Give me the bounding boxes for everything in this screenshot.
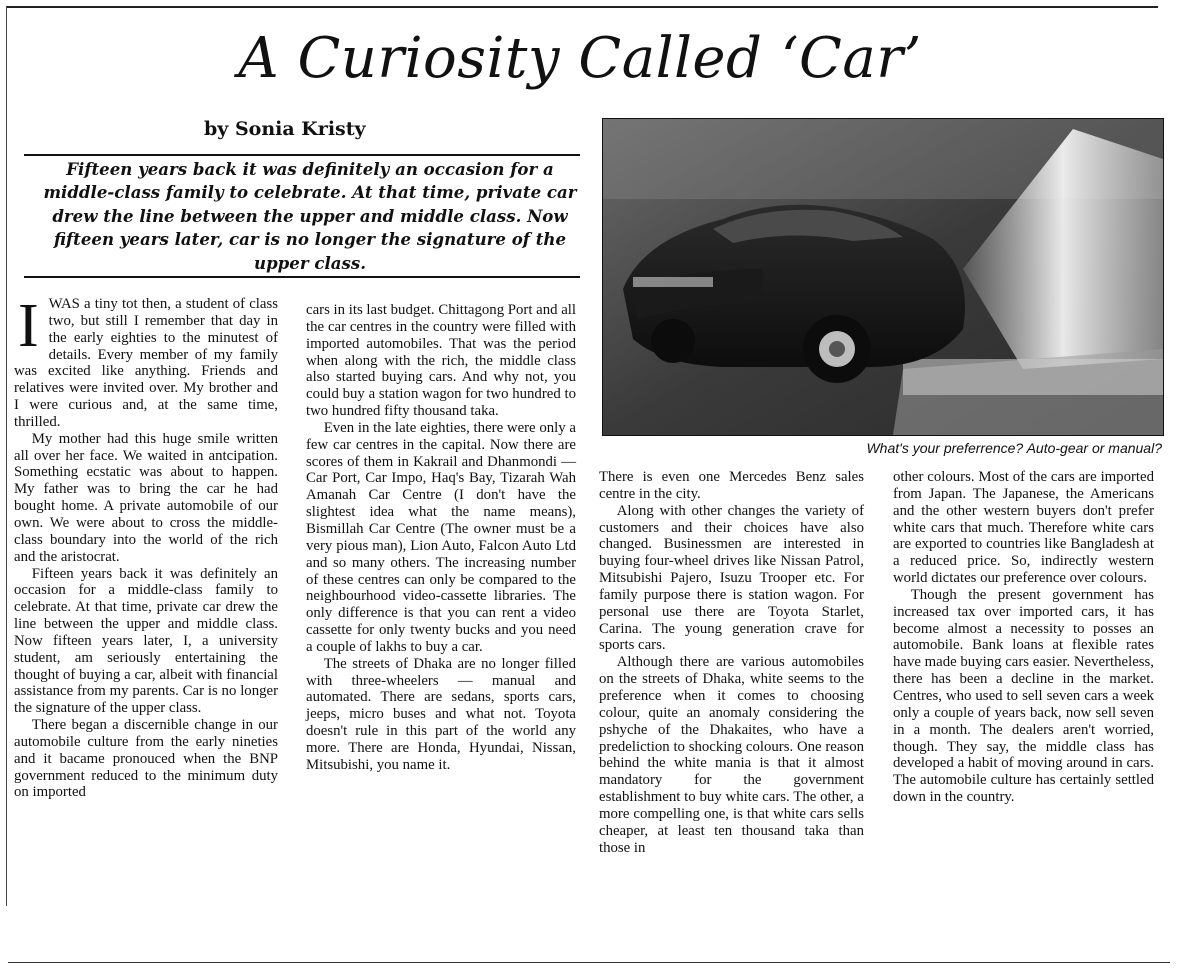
paragraph: My mother had this huge smile written all over her face. We waited in antcipation. Something ecstatic was about to happen. My father was to bring the car he had bought home. A private automobile of our own. We were about to cross the middle-class boundary into the world of the rich and the aristocrat. xyxy=(14,430,278,565)
paragraph: cars in its last budget. Chittagong Port and all the car centres in the country were filled with imported automobiles. That was the period when along with the rich, the middle class also started buying cars. And why not, you could buy a station wagon for two hundred to two hundred fifty thousand taka. xyxy=(306,302,577,420)
paragraph: There is even one Mercedes Benz sales centre in the city. xyxy=(599,469,864,502)
page-border-left xyxy=(6,6,7,906)
article-column-3 xyxy=(599,469,864,856)
deck-rule-bottom xyxy=(24,276,580,278)
article-column-2 xyxy=(306,302,576,774)
paragraph: Fifteen years back it was definitely an occasion for a middle-class family to celebrate. At that time, private car drew the line between the upper and middle class. Now fifteen years later, I, a university student, am seriously entertaining the thought of buying a car, albeit with financial assistance from my parents. Car is no longer the signature of the upper class. xyxy=(14,565,278,717)
article-column-1 xyxy=(14,292,278,801)
deck-rule-top xyxy=(24,154,580,156)
car-photo xyxy=(602,118,1164,436)
article-column-4 xyxy=(893,469,1154,806)
page-border-bottom xyxy=(8,962,1170,963)
article-byline: by Sonia Kristy xyxy=(204,118,366,140)
drop-cap: I xyxy=(18,292,39,360)
article-deck: Fifteen years back it was definitely an occasion for a middle-class family to celebrate. At that time, private car drew the line between the upper and middle class. Now fifteen years later, car is no longer the signature of the upper class. xyxy=(43,159,577,273)
paragraph: WAS a tiny tot then, a student of class two, but still I remember that day in the early eighties to the minutest of details. Every member of my family was excited like anything. Friends and relatives were invited over. My brother and I were curious and, at the same time, thrilled. xyxy=(14,296,278,430)
paragraph: Though the present government has increased tax over imported cars, it has become almost a necessity to posses an automobile. Bank loans at flexible rates have made buying cars easier. Nevertheless, there has been a decline in the market. Centres, who used to sell seven cars a week only a couple of years back, now sell seven in a month. The dealers aren't worried, though. They say, the middle class has developed a habit of moving around in cars. The automobile culture has certainly settled down in the country. xyxy=(893,586,1154,806)
paragraph: Along with other changes the variety of customers and their choices have also changed. Businessmen are interested in buying four-wheel drives like Nissan Patrol, Mitsubishi Pajero, Isuzu Trooper etc. For family purpose there is station wagon. For personal use there are Toyota Starlet, Carina. The young generation crave for sports cars. xyxy=(599,502,864,654)
paragraph: Although there are various automobiles on the streets of Dhaka, white seems to the preference when it comes to choosing colour, quite an anomaly considering the pshyche of the Dhakaites, who have a predeliction to shocking colours. One reason behind the white mania is that it almost mandatory for the government establishment to buy white cars. The other, a more compelling one, is that white cars sells cheaper, at least ten thousand taka than those in xyxy=(599,654,864,856)
page-border-top xyxy=(6,6,1158,8)
car-photo-icon xyxy=(603,119,1163,435)
paragraph: Even in the late eighties, there were only a few car centres in the capital. Now there are scores of them in Kakrail and Dhanmondi — Car Port, Car Impo, Haq's Bay, Tizarah Wah Amanah Car Centre (I don't have the slightest idea what the name means), Bismillah Car Centre (The owner must be a very pious man), Lion Auto, Falcon Auto Ltd and so many others. The increasing number of these centres can only be compared to the neighbourhood video-cassette libraries. The only difference is that you can rent a video cassette for only twenty bucks and you need a couple of lakhs to buy a car. xyxy=(306,419,576,655)
paragraph: There began a discernible change in our automobile culture from the early nineties and it bacame pronouced when the BNP government reduced to the minimum duty on imported xyxy=(14,717,278,801)
photo-caption: What's your preferrence? Auto-gear or manual? xyxy=(866,440,1162,456)
paragraph: The streets of Dhaka are no longer filled with three-wheelers — manual and automated. There are sedans, sports cars, jeeps, micro buses and what not. Toyota doesn't rule in this part of the world any more. There are Honda, Hyundai, Nissan, Mitsubishi, you name it. xyxy=(306,655,576,773)
paragraph: other colours. Most of the cars are imported from Japan. The Japanese, the Americans and the other western buyers don't prefer white cars that much. Therefore white cars are exported to countries like Bangladesh at a reduced price. So, indirectly western world dictates our preference over colours. xyxy=(893,469,1154,587)
article-headline: A Curiosity Called ‘Car’ xyxy=(238,26,922,91)
